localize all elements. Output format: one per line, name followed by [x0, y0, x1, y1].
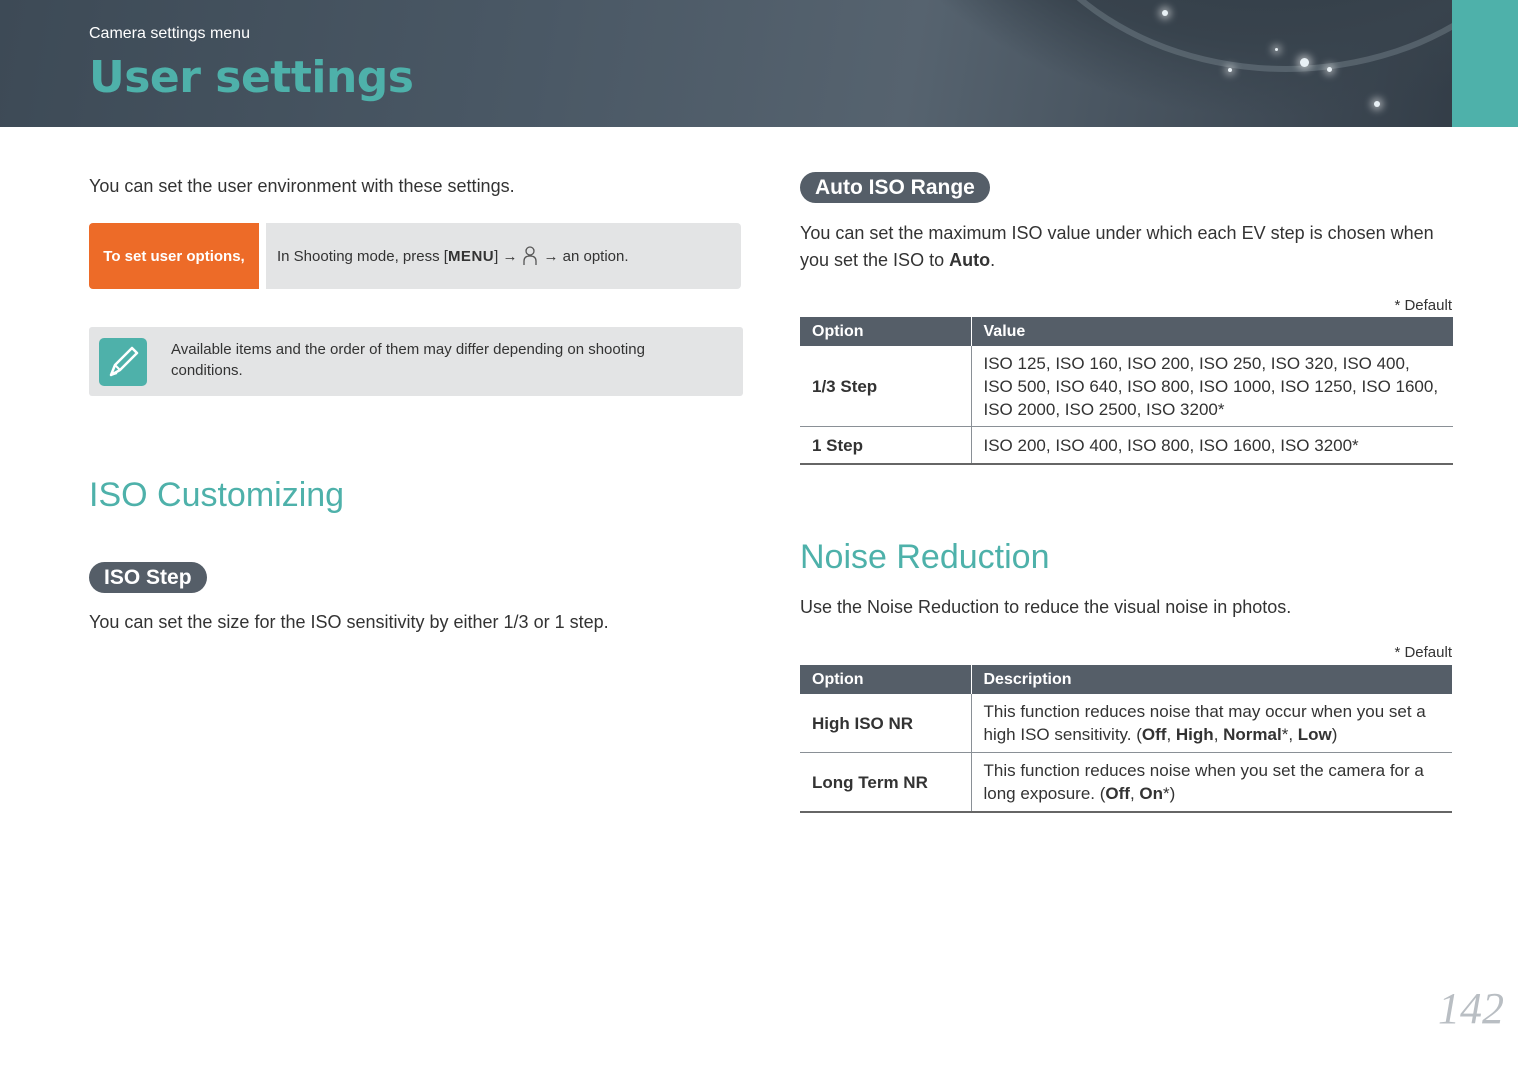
steps-instructions: [266, 223, 741, 289]
pencil-note-icon: [99, 338, 147, 386]
light-dot: [1300, 58, 1309, 67]
auto-iso-range-pill: Auto ISO Range: [800, 172, 990, 203]
table-header-option: Option: [800, 665, 971, 694]
light-dot: [1275, 48, 1278, 51]
separator: ,: [1166, 725, 1176, 744]
desc-text: This function reduces noise that may occur when you set a high ISO sensitivity. (: [983, 702, 1426, 744]
table-cell-option: 1/3 Step: [800, 346, 971, 427]
table-header-row: [800, 665, 1452, 694]
auto-iso-desc-bold: Auto: [949, 250, 991, 270]
option-value: Low: [1297, 725, 1332, 744]
table-header-option: Option: [800, 317, 971, 346]
table-cell-description: [971, 753, 1452, 813]
table-cell-option: Long Term NR: [800, 753, 971, 813]
table-row: [800, 694, 1452, 753]
intro-text: You can set the user environment with these settings.: [89, 176, 515, 196]
option-value: Off: [1141, 725, 1167, 744]
auto-iso-range-table: [800, 317, 1453, 465]
steps-text-mid: ] →: [494, 247, 518, 265]
light-dot: [1228, 68, 1232, 72]
table-cell-description: [971, 694, 1452, 753]
auto-iso-desc-end: .: [990, 250, 996, 270]
default-note: * Default: [1394, 297, 1452, 314]
steps-text-start: In Shooting mode, press [: [277, 247, 448, 265]
table-cell-option: High ISO NR: [800, 694, 971, 753]
option-value: Off: [1105, 784, 1130, 803]
default-note: * Default: [1394, 644, 1452, 661]
page-number: 142: [1438, 984, 1504, 1033]
light-dot: [1162, 10, 1168, 16]
menu-key-icon: MENU: [447, 247, 495, 265]
separator: ,: [1213, 725, 1224, 744]
table-cell-option: 1 Step: [800, 427, 971, 465]
table-row: [800, 346, 1453, 427]
header-banner: [0, 0, 1518, 127]
table-row: [800, 753, 1452, 813]
noise-reduction-description: Use the Noise Reduction to reduce the visual noise in photos.: [800, 597, 1292, 617]
separator: ,: [1129, 784, 1140, 803]
iso-step-description: You can set the size for the ISO sensitivity by either 1/3 or 1 step.: [89, 612, 609, 632]
option-value: High: [1175, 725, 1214, 744]
light-dot: [1327, 67, 1332, 72]
light-dot: [1374, 101, 1380, 107]
separator: *,: [1281, 725, 1298, 744]
auto-iso-range-description: [800, 220, 1450, 274]
option-value: Normal: [1223, 725, 1282, 744]
iso-customizing-heading: ISO Customizing: [89, 476, 345, 514]
note-box: [89, 327, 743, 396]
steps-label: To set user options,: [89, 223, 259, 289]
option-value: On: [1139, 784, 1164, 803]
table-header-description: Description: [971, 665, 1452, 694]
header-accent-tab: [1452, 0, 1518, 127]
desc-end: *): [1163, 784, 1176, 803]
table-header-value: Value: [971, 317, 1453, 346]
user-icon: [523, 246, 537, 266]
noise-reduction-heading: Noise Reduction: [800, 538, 1050, 576]
desc-end: ): [1331, 725, 1338, 744]
desc-text: This function reduces noise when you set the camera for a long exposure. (: [983, 761, 1424, 803]
table-cell-value: ISO 125, ISO 160, ISO 200, ISO 250, ISO 320, ISO 400, ISO 500, ISO 640, ISO 800, ISO 1000, ISO 1250, ISO 1600, ISO 2000, ISO 2500, ISO 3200*: [971, 346, 1453, 427]
table-row: [800, 427, 1453, 465]
noise-reduction-table: [800, 665, 1452, 813]
auto-iso-desc-text: You can set the maximum ISO value under which each EV step is chosen when you set the ISO to: [800, 223, 1434, 270]
section-label: Camera settings menu: [89, 25, 250, 42]
iso-step-pill: ISO Step: [89, 562, 207, 593]
steps-text-end: → an option.: [543, 247, 629, 265]
table-cell-value: ISO 200, ISO 400, ISO 800, ISO 1600, ISO 3200*: [971, 427, 1453, 465]
page-title: User settings: [89, 52, 414, 103]
note-text: Available items and the order of them may differ depending on shooting conditions.: [171, 341, 645, 379]
table-header-row: [800, 317, 1453, 346]
